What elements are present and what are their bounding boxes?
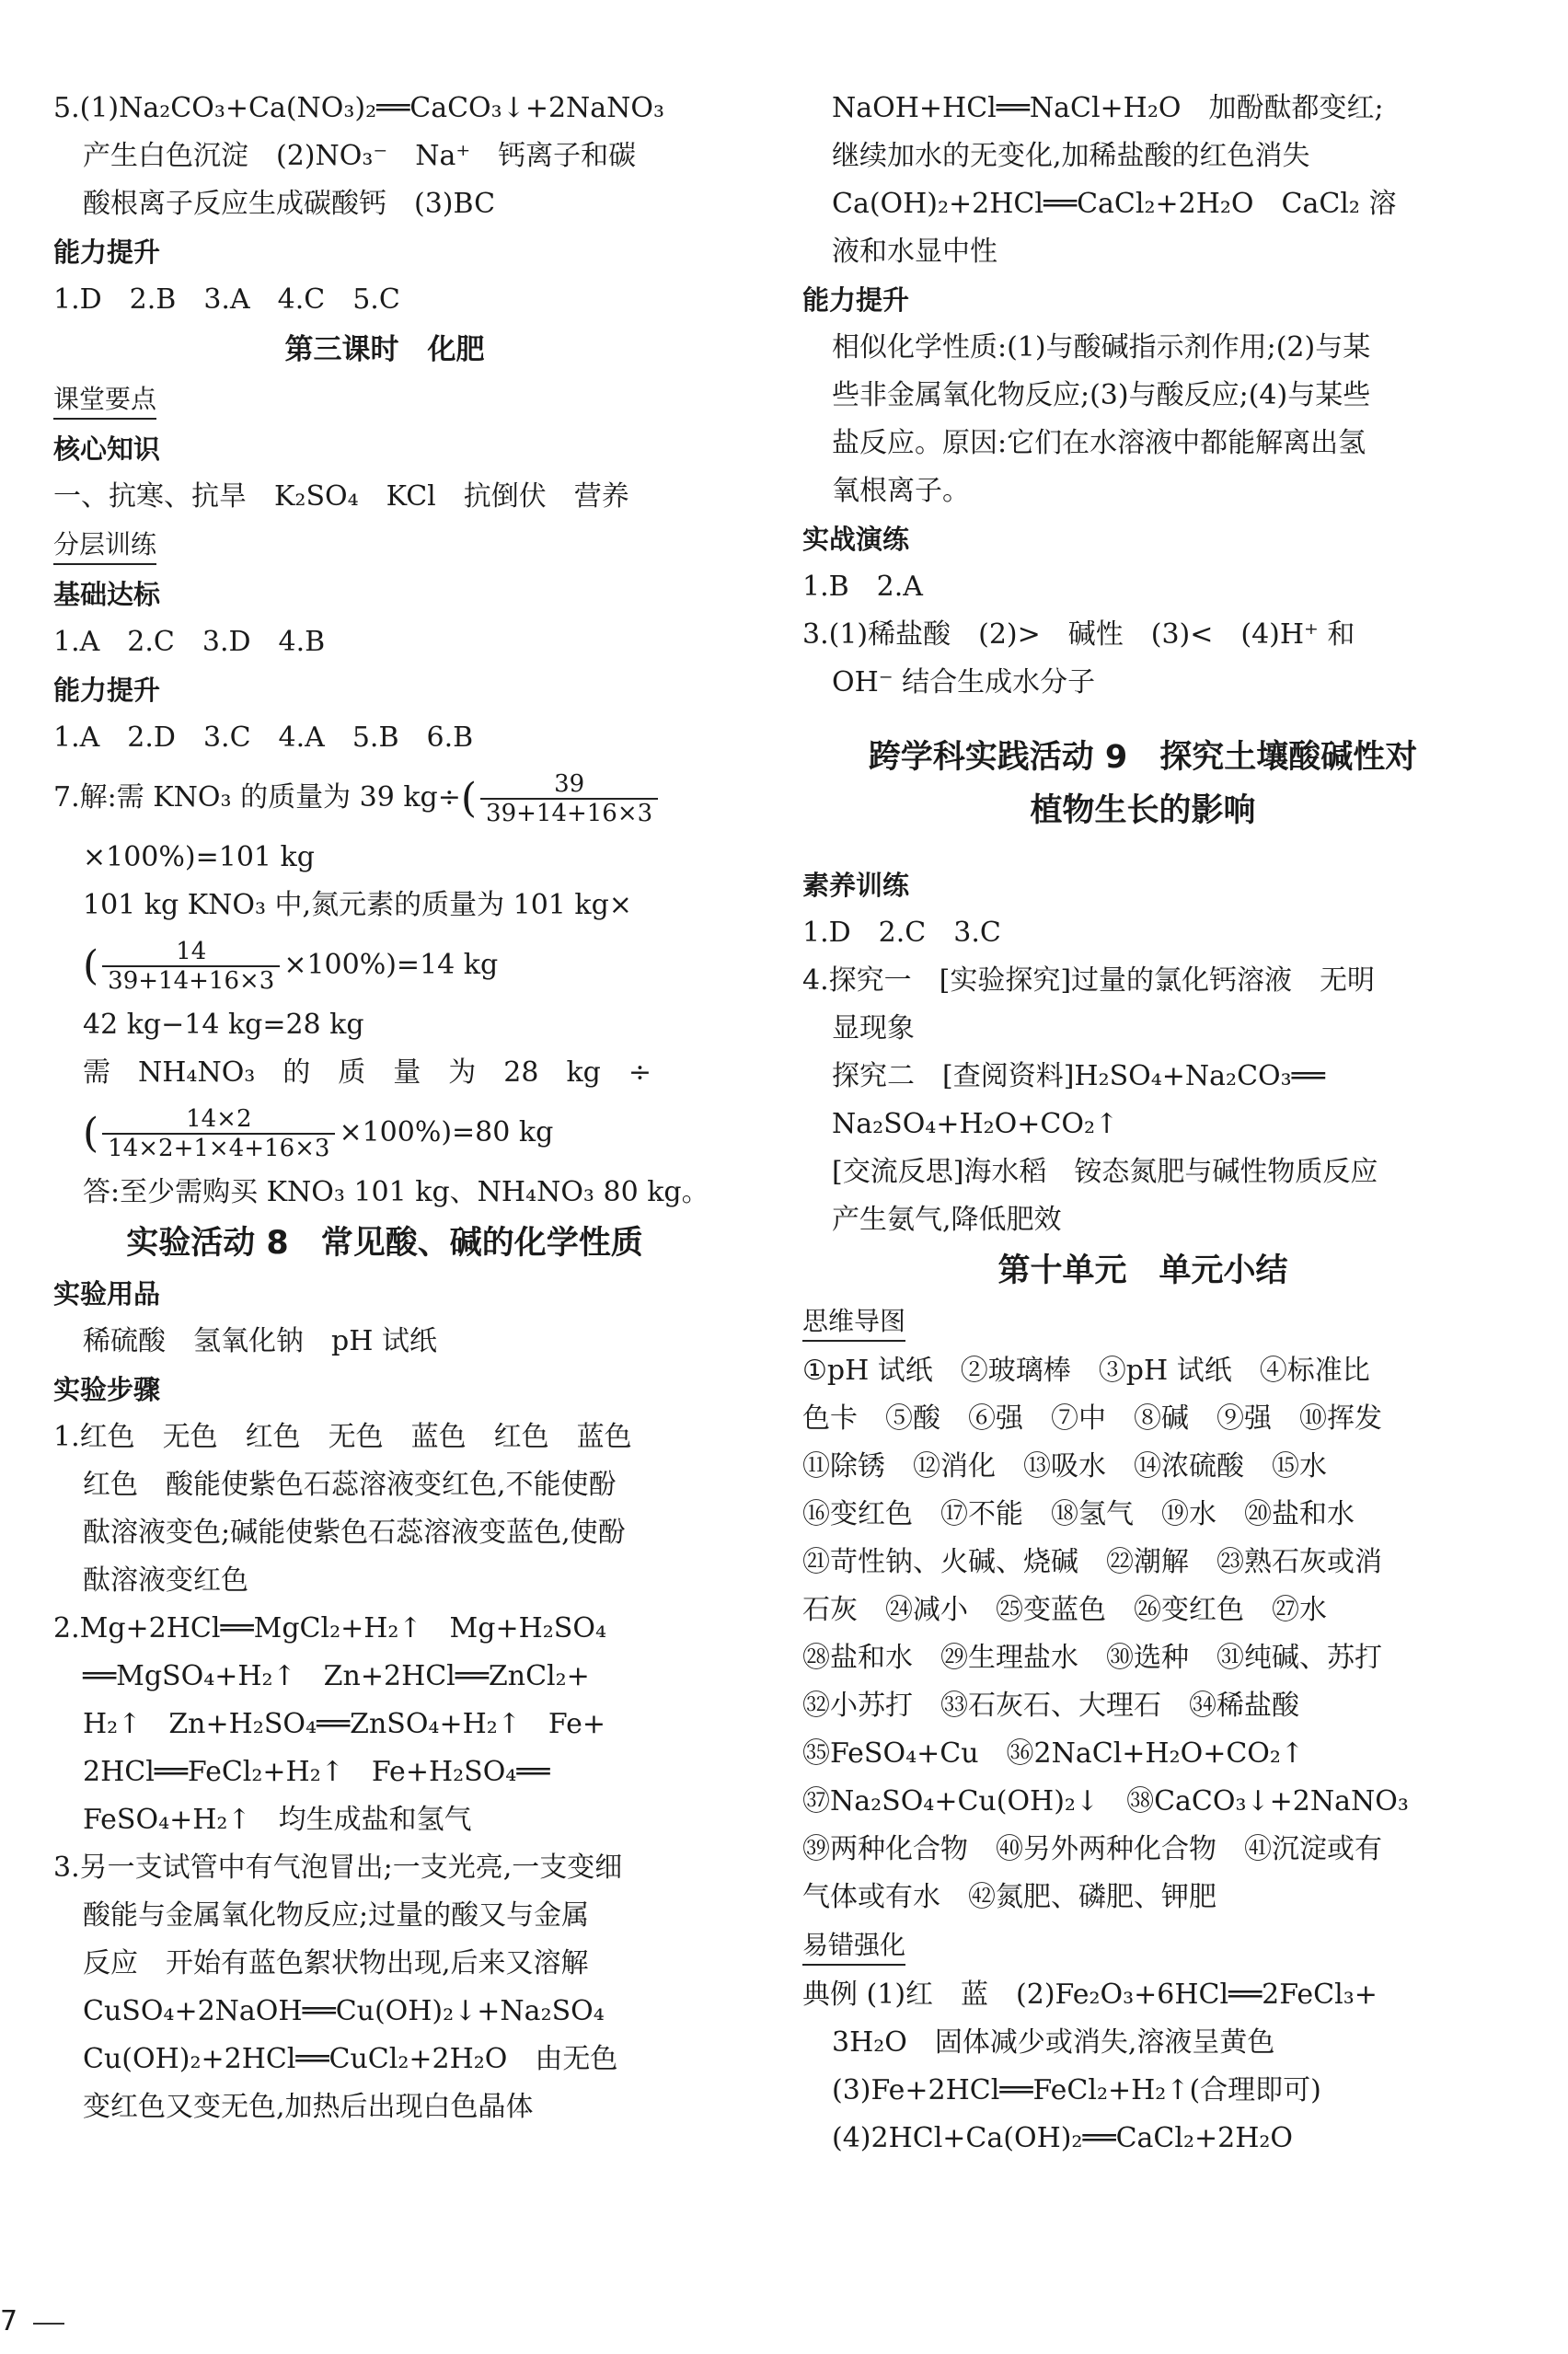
answer-line: Ca(OH)₂+2HCl══CaCl₂+2H₂O CaCl₂ 溶: [832, 188, 1397, 220]
answer-line: 4.探究一 [实验探究]过量的氯化钙溶液 无明: [802, 964, 1376, 997]
left-column: [53, 85, 716, 2131]
answer-line: 3.(1)稀盐酸 (2)> 碱性 (3)< (4)H⁺ 和: [802, 618, 1355, 651]
subheading: 基础达标: [53, 579, 161, 610]
answer-line: ㉟FeSO₄+Cu ㊱2NaCl+H₂O+CO₂↑: [802, 1737, 1305, 1770]
fraction: [102, 938, 280, 995]
section-label: 课堂要点: [53, 381, 156, 420]
left-block-b: [53, 1217, 716, 2131]
calc-text: 7.解:需 KNO₃ 的质量为 39 kg÷: [53, 781, 461, 814]
section-label: 思维导图: [802, 1303, 905, 1342]
calc-line: ( $\frac{14}{39+14+16\times 3}$ ×100%)=14 kg: [83, 938, 499, 995]
answer-line: 1.红色 无色 红色 无色 蓝色 红色 蓝色: [53, 1421, 632, 1453]
answer-line: ㊴两种化合物 ㊵另外两种化合物 ㊶沉淀或有: [802, 1833, 1382, 1865]
subheading: 实战演练: [802, 524, 910, 555]
answer-line: 1.B 2.A: [802, 571, 923, 603]
lesson-title: 第三课时 化肥: [284, 333, 485, 366]
answer-line: 石灰 ㉔减小 ㉕变蓝色 ㉖变红色 ㉗水: [802, 1594, 1327, 1626]
answer-line: (4)2HCl+Ca(OH)₂══CaCl₂+2H₂O: [832, 2122, 1294, 2154]
answer-line: ㊲Na₂SO₄+Cu(OH)₂↓ ㊳CaCO₃↓+2NaNO₃: [802, 1785, 1409, 1817]
answer-line: 3.另一支试管中有气泡冒出;一支光亮,一支变细: [53, 1852, 623, 1884]
answer-line: 液和水显中性: [832, 236, 997, 268]
section-label-row: [53, 375, 716, 425]
answer-line: Cu(OH)₂+2HCl══CuCl₂+2H₂O 由无色: [83, 2043, 618, 2075]
right-column: [802, 85, 1483, 2163]
answer-line: 5.(1)Na₂CO₃+Ca(NO₃)₂══CaCO₃↓+2NaNO₃: [53, 92, 665, 124]
calc-line: 42 kg−14 kg=28 kg: [83, 1009, 364, 1041]
subheading: 能力提升: [802, 284, 910, 316]
answer-line: ⑪除锈 ⑫消化 ⑬吸水 ⑭浓硫酸 ⑮水: [802, 1450, 1327, 1483]
calc-line: ×100%)=101 kg: [83, 841, 315, 873]
calc-line: 需 NH₄NO₃ 的 质 量 为 28 kg ÷: [83, 1056, 652, 1089]
answer-line: 些非金属氧化物反应;(3)与酸反应;(4)与某些: [832, 379, 1371, 411]
fraction-numerator: 14×2: [102, 1105, 335, 1135]
fraction-numerator: 14: [102, 938, 280, 967]
answer-line: 酸根离子反应生成碳酸钙 (3)BC: [83, 188, 496, 220]
answer-line: NaOH+HCl══NaCl+H₂O 加酚酞都变红;: [832, 92, 1384, 124]
answer-line: (3)Fe+2HCl══FeCl₂+H₂↑(合理即可): [832, 2074, 1321, 2106]
fraction-numerator: 39: [480, 770, 658, 800]
answer-line: 盐反应。原因:它们在水溶液中都能解离出氢: [832, 427, 1366, 459]
answer-line: 1.A 2.C 3.D 4.B: [53, 626, 326, 658]
fraction: [102, 1105, 335, 1162]
answer-line: 2.Mg+2HCl══MgCl₂+H₂↑ Mg+H₂SO₄: [53, 1612, 606, 1644]
subheading: 实验用品: [53, 1278, 161, 1310]
calc-line: 7.解:需 KNO₃ 的质量为 39 kg÷( $\frac{39}{39+14+16\times 3}$: [53, 762, 716, 834]
section-title: 植物生长的影响: [1030, 792, 1256, 829]
section-label-row: [802, 1298, 1483, 1347]
answer-line: 1.D 2.C 3.C: [802, 917, 1001, 949]
answer-line: 氧根离子。: [832, 475, 970, 507]
calc-line: 答:至少需购买 KNO₃ 101 kg、NH₄NO₃ 80 kg。: [83, 1176, 709, 1208]
answer-line: 气体或有水 ㊷氮肥、磷肥、钾肥: [802, 1881, 1216, 1913]
left-block-a: [53, 85, 716, 762]
answer-line: 一、抗寒、抗旱 K₂SO₄ KCl 抗倒伏 营养: [53, 480, 629, 513]
page-number: 7: [0, 2305, 18, 2337]
answer-line: ⑯变红色 ⑰不能 ⑱氢气 ⑲水 ⑳盐和水: [802, 1498, 1355, 1530]
answer-line: 变红色又变无色,加热后出现白色晶体: [83, 2091, 534, 2123]
answer-line: H₂↑ Zn+H₂SO₄══ZnSO₄+H₂↑ Fe+: [83, 1708, 605, 1740]
answer-line: ㉑苛性钠、火碱、烧碱 ㉒潮解 ㉓熟石灰或消: [802, 1546, 1382, 1578]
spacer: [802, 707, 1483, 731]
section-label-row: [802, 1921, 1483, 1971]
answer-line: 色卡 ⑤酸 ⑥强 ⑦中 ⑧碱 ⑨强 ⑩挥发: [802, 1402, 1382, 1435]
answer-line: 相似化学性质:(1)与酸碱指示剂作用;(2)与某: [832, 331, 1371, 363]
answer-line: 反应 开始有蓝色絮状物出现,后来又溶解: [83, 1947, 589, 1979]
calc-text: ×100%)=80 kg: [339, 1116, 554, 1148]
answer-line: ①pH 试纸 ②玻璃棒 ③pH 试纸 ④标准比: [802, 1355, 1370, 1387]
answer-line: CuSO₄+2NaOH══Cu(OH)₂↓+Na₂SO₄: [83, 1995, 605, 2027]
spacer: [802, 837, 1483, 861]
answer-line: 酸能与金属氧化物反应;过量的酸又与金属: [83, 1899, 590, 1932]
calc-block: [53, 762, 716, 1217]
answer-line: 2HCl══FeCl₂+H₂↑ Fe+H₂SO₄══: [83, 1756, 550, 1788]
answer-line: 显现象: [832, 1012, 915, 1044]
subheading: 核心知识: [53, 433, 161, 465]
answer-line: 稀硫酸 氢氧化钠 pH 试纸: [83, 1325, 437, 1357]
section-title: 实验活动 8 常见酸、碱的化学性质: [126, 1225, 643, 1262]
subheading: 素养训练: [802, 870, 910, 901]
section-title: 跨学科实践活动 9 探究土壤酸碱性对: [868, 739, 1418, 776]
subheading: 能力提升: [53, 675, 161, 706]
answer-line: 产生白色沉淀 (2)NO₃⁻ Na⁺ 钙离子和碳: [83, 140, 637, 172]
answer-line: 红色 酸能使紫色石蕊溶液变红色,不能使酚: [83, 1469, 617, 1501]
answer-line: 1.A 2.D 3.C 4.A 5.B 6.B: [53, 721, 474, 754]
answer-line: 酞溶液变色;碱能使紫色石蕊溶液变蓝色,使酚: [83, 1517, 626, 1549]
calc-line: 101 kg KNO₃ 中,氮元素的质量为 101 kg×: [83, 889, 632, 921]
fraction-denominator: 39+14+16×3: [108, 967, 275, 995]
answer-line: 3H₂O 固体减少或消失,溶液呈黄色: [832, 2026, 1275, 2059]
answer-line: 产生氨气,降低肥效: [832, 1204, 1062, 1236]
answer-line: 酞溶液变红色: [83, 1564, 248, 1597]
answer-line: Na₂SO₄+H₂O+CO₂↑: [832, 1108, 1119, 1140]
page-number-rule: [33, 2323, 64, 2325]
fraction: [480, 770, 658, 827]
answer-line: ㉘盐和水 ㉙生理盐水 ㉚选种 ㉛纯碱、苏打: [802, 1642, 1382, 1674]
answer-line: [交流反思]海水稻 铵态氮肥与碱性物质反应: [832, 1156, 1378, 1188]
calc-line: ( $\frac{14\times 2}{14\times 2+1\times 4+16\times 3}$ ×100%)=80 kg: [83, 1105, 554, 1162]
section-title: 第十单元 单元小结: [997, 1252, 1288, 1289]
section-label: 分层训练: [53, 526, 156, 565]
subheading: 实验步骤: [53, 1374, 161, 1405]
subheading: 能力提升: [53, 237, 161, 268]
answer-line: 探究二 [查阅资料]H₂SO₄+Na₂CO₃══: [832, 1060, 1325, 1092]
section-label-row: [53, 521, 716, 571]
answer-line: 1.D 2.B 3.A 4.C 5.C: [53, 283, 400, 316]
answer-line: ㉜小苏打 ㉝石灰石、大理石 ㉞稀盐酸: [802, 1690, 1299, 1722]
answer-line: 继续加水的无变化,加稀盐酸的红色消失: [832, 140, 1310, 172]
fraction-denominator: 14×2+1×4+16×3: [108, 1135, 330, 1162]
answer-line: OH⁻ 结合生成水分子: [832, 666, 1096, 698]
section-label: 易错强化: [802, 1927, 905, 1966]
answer-line: 典例 (1)红 蓝 (2)Fe₂O₃+6HCl══2FeCl₃+: [802, 1979, 1378, 2011]
calc-text: ×100%)=14 kg: [283, 949, 499, 981]
answer-line: FeSO₄+H₂↑ 均生成盐和氢气: [83, 1804, 472, 1836]
fraction-denominator: 39+14+16×3: [486, 800, 653, 827]
answer-line: ══MgSO₄+H₂↑ Zn+2HCl══ZnCl₂+: [83, 1660, 590, 1692]
